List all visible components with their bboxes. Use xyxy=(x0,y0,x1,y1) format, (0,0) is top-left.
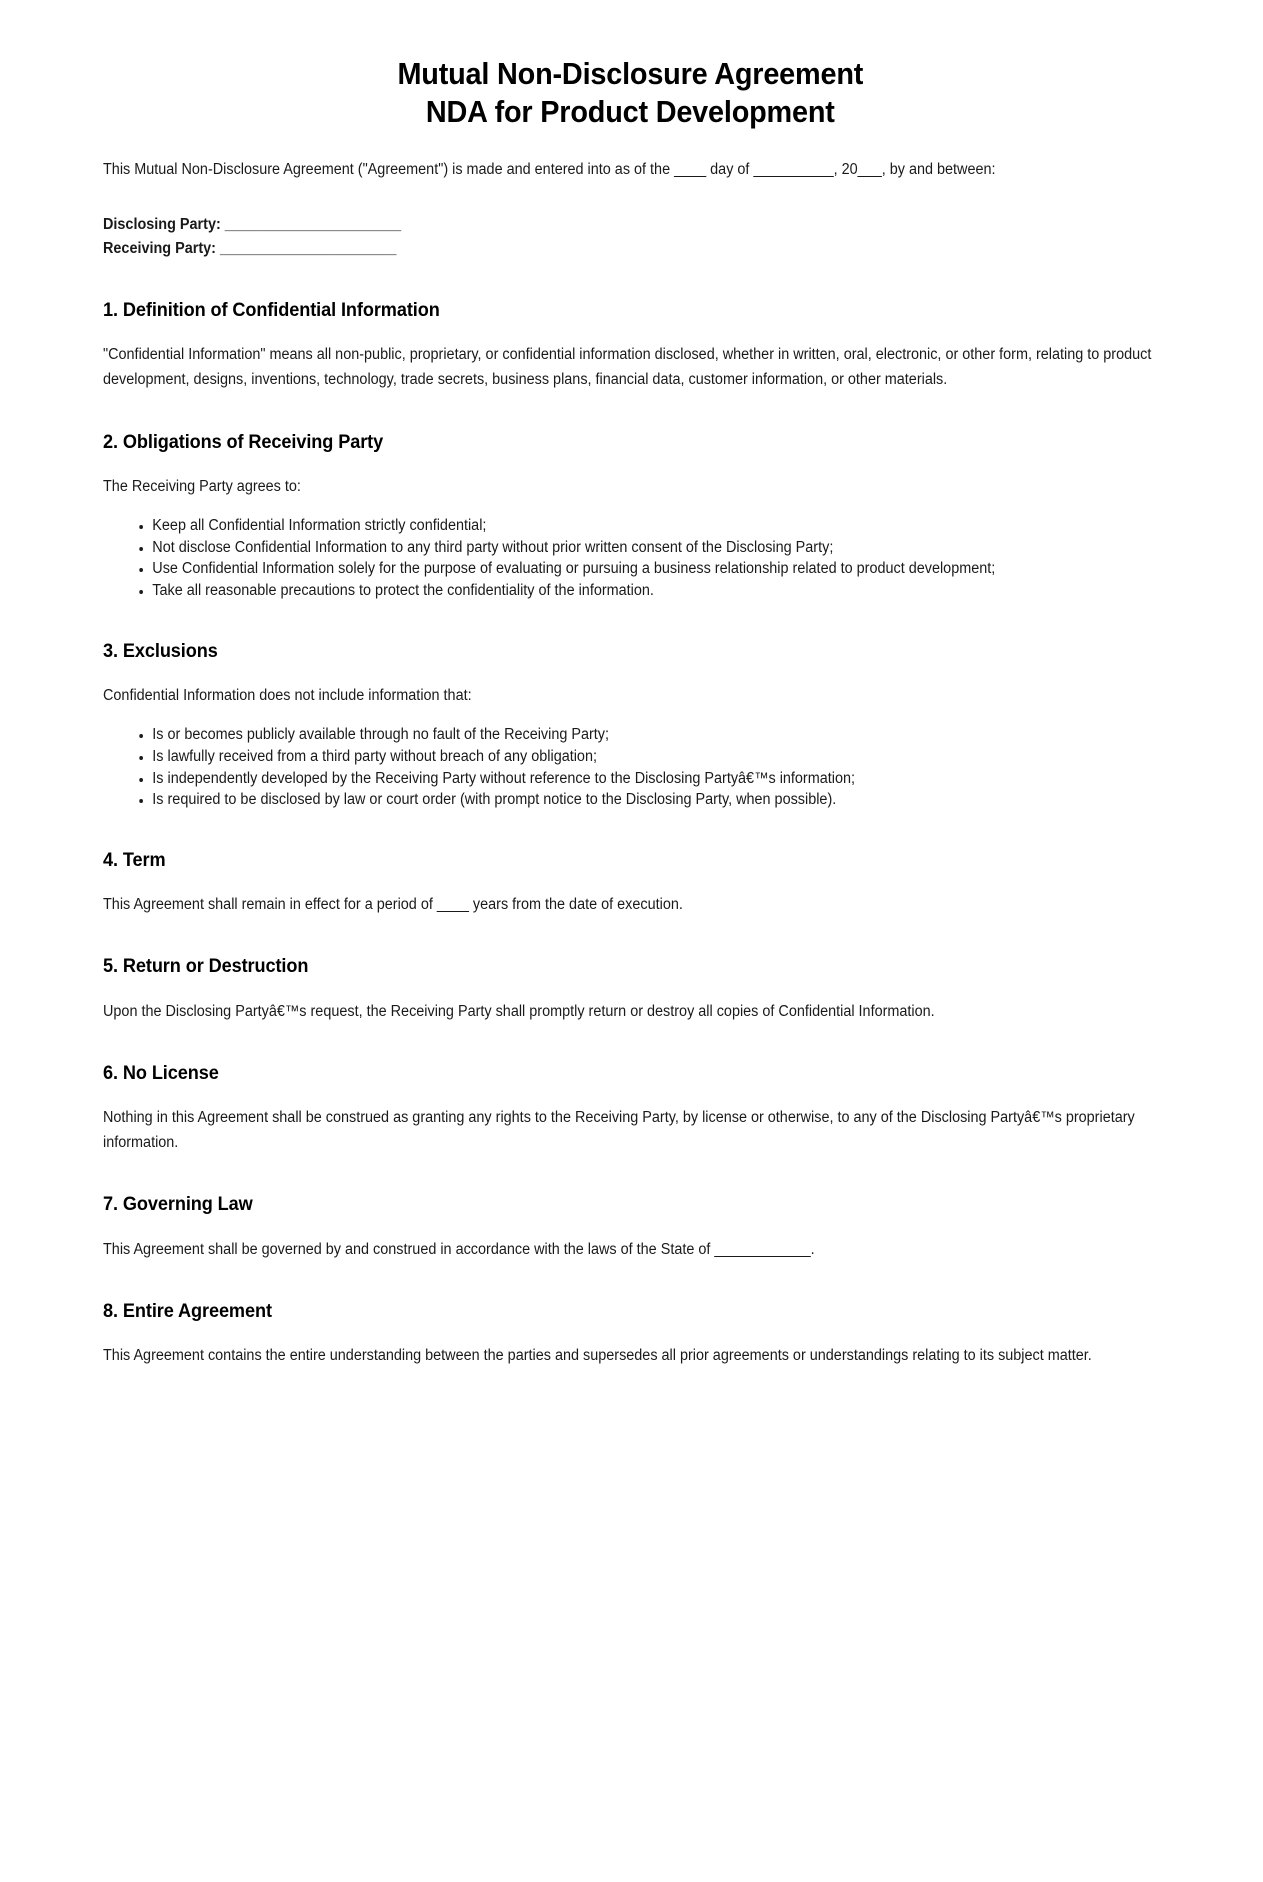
list-item: • Not disclose Confidential Information to any third party without prior written consent of the Disclosing Party; xyxy=(152,537,1157,559)
section-heading-1: 1. Definition of Confidential Information xyxy=(103,299,440,322)
section-heading-8: 8. Entire Agreement xyxy=(103,1299,272,1322)
section-heading-4: 4. Term xyxy=(103,848,166,871)
section-paragraph-5: Upon the Disclosing Partyâ€™s request, the Receiving Party shall promptly return or destroy all copies of Confidential Information. xyxy=(103,1002,935,1020)
receiving-party-line: Receiving Party: ______________________ xyxy=(103,240,397,257)
agreement-intro-paragraph: This Mutual Non-Disclosure Agreement ("Agreement") is made and entered into as of the ____ day of __________, 20___, by and between: xyxy=(103,160,996,178)
list-item: • Is lawfully received from a third party without breach of any obligation; xyxy=(152,746,1157,768)
section-paragraph-7: This Agreement shall be governed by and construed in accordance with the laws of the State of ____________. xyxy=(103,1240,815,1258)
section-paragraph-4: This Agreement shall remain in effect for a period of ____ years from the date of execution. xyxy=(103,896,683,914)
section-paragraph-2: The Receiving Party agrees to: xyxy=(103,477,301,495)
document-content-area xyxy=(103,55,1158,1365)
section-heading-6: 6. No License xyxy=(103,1061,219,1084)
section-paragraph-6: Nothing in this Agreement shall be construed as granting any rights to the Receiving Party, by license or otherwise, to any of the Disclosing Partyâ€™s proprietary information. xyxy=(103,1109,1135,1152)
section-heading-7: 7. Governing Law xyxy=(103,1193,253,1216)
list-item: • Is independently developed by the Receiving Party without reference to the Disclosing Partyâ€™s information; xyxy=(152,768,1157,790)
section-paragraph-1: "Confidential Information" means all non-public, proprietary, or confidential information disclosed, whether in written, oral, electronic, or other form, relating to product development, designs, inventions, technology, trade secrets, business plans, financial data, customer information, or other materials. xyxy=(103,346,1152,389)
list-item: • Is or becomes publicly available through no fault of the Receiving Party; xyxy=(152,724,1157,746)
section-bullet-list-3 xyxy=(103,724,1158,811)
document-body xyxy=(103,55,1158,1368)
section-bullet-list-2 xyxy=(103,515,1158,602)
section-heading-5: 5. Return or Destruction xyxy=(103,955,309,978)
parties-block xyxy=(103,213,1158,261)
document-title-line-1: Mutual Non-Disclosure Agreement xyxy=(397,56,864,91)
section-heading-2: 2. Obligations of Receiving Party xyxy=(103,430,384,453)
list-item: • Keep all Confidential Information strictly confidential; xyxy=(152,515,1157,537)
page-title xyxy=(103,55,1158,132)
document-title-line-2: NDA for Product Development xyxy=(425,94,835,130)
list-item: • Take all reasonable precautions to protect the confidentiality of the information. xyxy=(152,580,1157,602)
disclosing-party-line: Disclosing Party: ______________________ xyxy=(103,215,402,233)
section-paragraph-3: Confidential Information does not include information that: xyxy=(103,687,472,705)
section-paragraph-8: This Agreement contains the entire understanding between the parties and supersedes all prior agreements or understandings relating to its subject matter. xyxy=(103,1347,1092,1365)
list-item: • Is required to be disclosed by law or court order (with prompt notice to the Disclosing Party, when possible). xyxy=(152,789,1157,811)
list-item: • Use Confidential Information solely for the purpose of evaluating or pursuing a business relationship related to product development; xyxy=(152,558,1157,580)
section-heading-3: 3. Exclusions xyxy=(103,639,218,662)
